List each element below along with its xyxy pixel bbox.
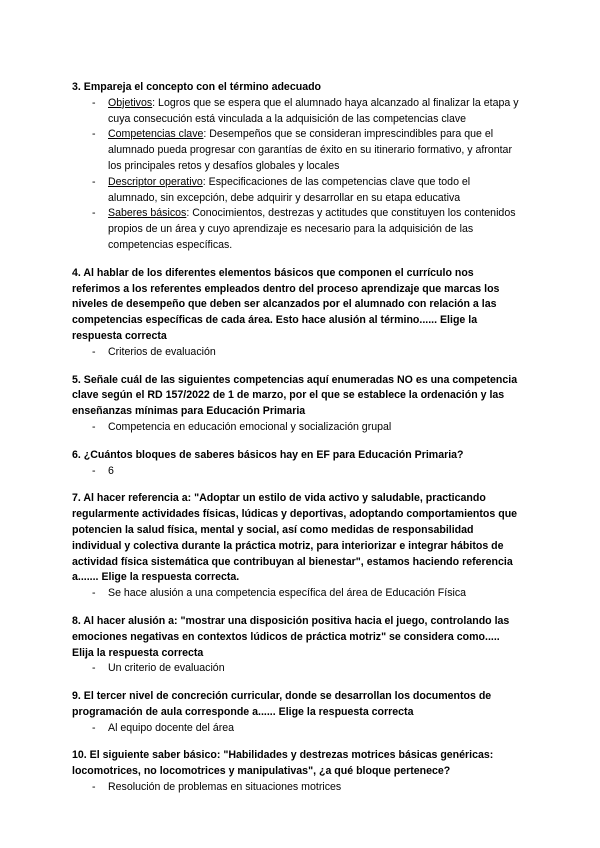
- dash-bullet: -: [92, 175, 96, 188]
- list-item: [72, 127, 522, 174]
- question-7: [72, 491, 522, 602]
- question-9: [72, 689, 522, 736]
- answer-text: 6: [108, 464, 114, 477]
- dash-bullet: -: [92, 721, 96, 734]
- question-title: 9. El tercer nivel de concreción curricular, donde se desarrollan los documentos de programación de aula corresponde a...... Elige la respuesta correcta: [72, 690, 492, 718]
- definition-text: : Especificaciones de las competencias clave que todo el alumnado, sin excepción, debe adquirir y desarrollar en su etapa educativa: [108, 175, 471, 204]
- dash-bullet: -: [92, 96, 96, 109]
- definition-text: : Desempeños que se consideran imprescindibles para que el alumnado pueda progresar con garantías de éxito en su itinerario formativo, y afrontar los principales retos y desafíos globales y locales: [108, 128, 512, 172]
- dash-bullet: -: [92, 207, 96, 220]
- dash-bullet: -: [92, 662, 96, 675]
- answer-list: [72, 420, 522, 436]
- term-label: Objetivos: [108, 96, 153, 109]
- list-item: [72, 206, 522, 253]
- term-label: Descriptor operativo: [108, 175, 203, 188]
- question-4: [72, 266, 522, 361]
- answer-text: Se hace alusión a una competencia específica del área de Educación Física: [108, 587, 467, 600]
- answer-list: [72, 345, 522, 361]
- question-10: [72, 748, 522, 795]
- answer-text: Resolución de problemas en situaciones motrices: [108, 781, 342, 794]
- answer-list: [72, 586, 522, 602]
- list-item: [72, 464, 522, 480]
- list-item: [72, 721, 522, 737]
- answer-text: Criterios de evaluación: [108, 345, 216, 358]
- term-label: Saberes básicos: [108, 207, 187, 220]
- answer-list: [72, 661, 522, 677]
- dash-bullet: -: [92, 587, 96, 600]
- dash-bullet: -: [92, 420, 96, 433]
- answer-list: [72, 96, 522, 254]
- question-title: 10. El siguiente saber básico: "Habilidades y destrezas motrices básicas genéricas: locomotrices, no locomotrices y manipulativas", ¿a qué bloque pertenece?: [72, 749, 494, 778]
- list-item: [72, 175, 522, 207]
- question-title: 8. Al hacer alusión a: "mostrar una disposición positiva hacia el juego, controlando las emociones negativas en contextos lúdicos de práctica motriz" se considera como..... Elija la respuesta correcta: [72, 614, 510, 659]
- definition-text: : Logros que se espera que el alumnado haya alcanzado al finalizar la etapa y cuya consecución está vinculada a la adquisición de las competencias clave: [108, 96, 519, 125]
- answer-text: Al equipo docente del área: [108, 721, 235, 734]
- dash-bullet: -: [92, 464, 96, 477]
- question-6: [72, 448, 522, 480]
- question-title: 4. Al hablar de los diferentes elementos básicos que componen el currículo nos referimos a los referentes empleados dentro del proceso aprendizaje que marcas los niveles de desempeño que deben ser alcanzados por el alumnado con relación a las competencias específicas de cada área. Esto hace alusión al término...... Elige la respuesta correcta: [72, 266, 500, 342]
- dash-bullet: -: [92, 128, 96, 141]
- answer-list: [72, 780, 522, 796]
- answer-list: [72, 464, 522, 480]
- list-item: [72, 345, 522, 361]
- question-title: 7. Al hacer referencia a: "Adoptar un estilo de vida activo y saludable, practicando regularmente actividades físicas, lúdicas y deportivas, adoptando comportamientos que potencien la salud física, mental y social, así como medidas de responsabilidad individual y colectiva durante la práctica motriz, para interiorizar e integrar hábitos de actividad física sistemática que contribuyan al bienestar", estamos haciendo referencia a....... Elige la respuesta correcta.: [72, 492, 518, 584]
- question-5: [72, 373, 522, 436]
- list-item: [72, 780, 522, 796]
- document-page: [72, 80, 522, 808]
- answer-text: Competencia en educación emocional y socialización grupal: [108, 420, 392, 433]
- question-title: 5. Señale cuál de las siguientes competencias aquí enumeradas NO es una competencia clave según el RD 157/2022 de 1 de marzo, por el que se establece la ordenación y las enseñanzas mínimas para Educación Primaria: [72, 373, 518, 418]
- list-item: [72, 96, 522, 128]
- term-label: Competencias clave: [108, 128, 204, 141]
- list-item: [72, 420, 522, 436]
- dash-bullet: -: [92, 345, 96, 358]
- definition-text: : Conocimientos, destrezas y actitudes que constituyen los contenidos propios de un área y cuyo aprendizaje es necesario para la adquisición de las competencias específicas.: [108, 207, 516, 251]
- question-3: [72, 80, 522, 254]
- dash-bullet: -: [92, 781, 96, 794]
- question-title: 6. ¿Cuántos bloques de saberes básicos hay en EF para Educación Primaria?: [72, 448, 464, 461]
- list-item: [72, 661, 522, 677]
- question-8: [72, 614, 522, 677]
- question-title: 3. Empareja el concepto con el término adecuado: [72, 81, 322, 93]
- answer-text: Un criterio de evaluación: [108, 662, 225, 675]
- answer-list: [72, 721, 522, 737]
- list-item: [72, 586, 522, 602]
